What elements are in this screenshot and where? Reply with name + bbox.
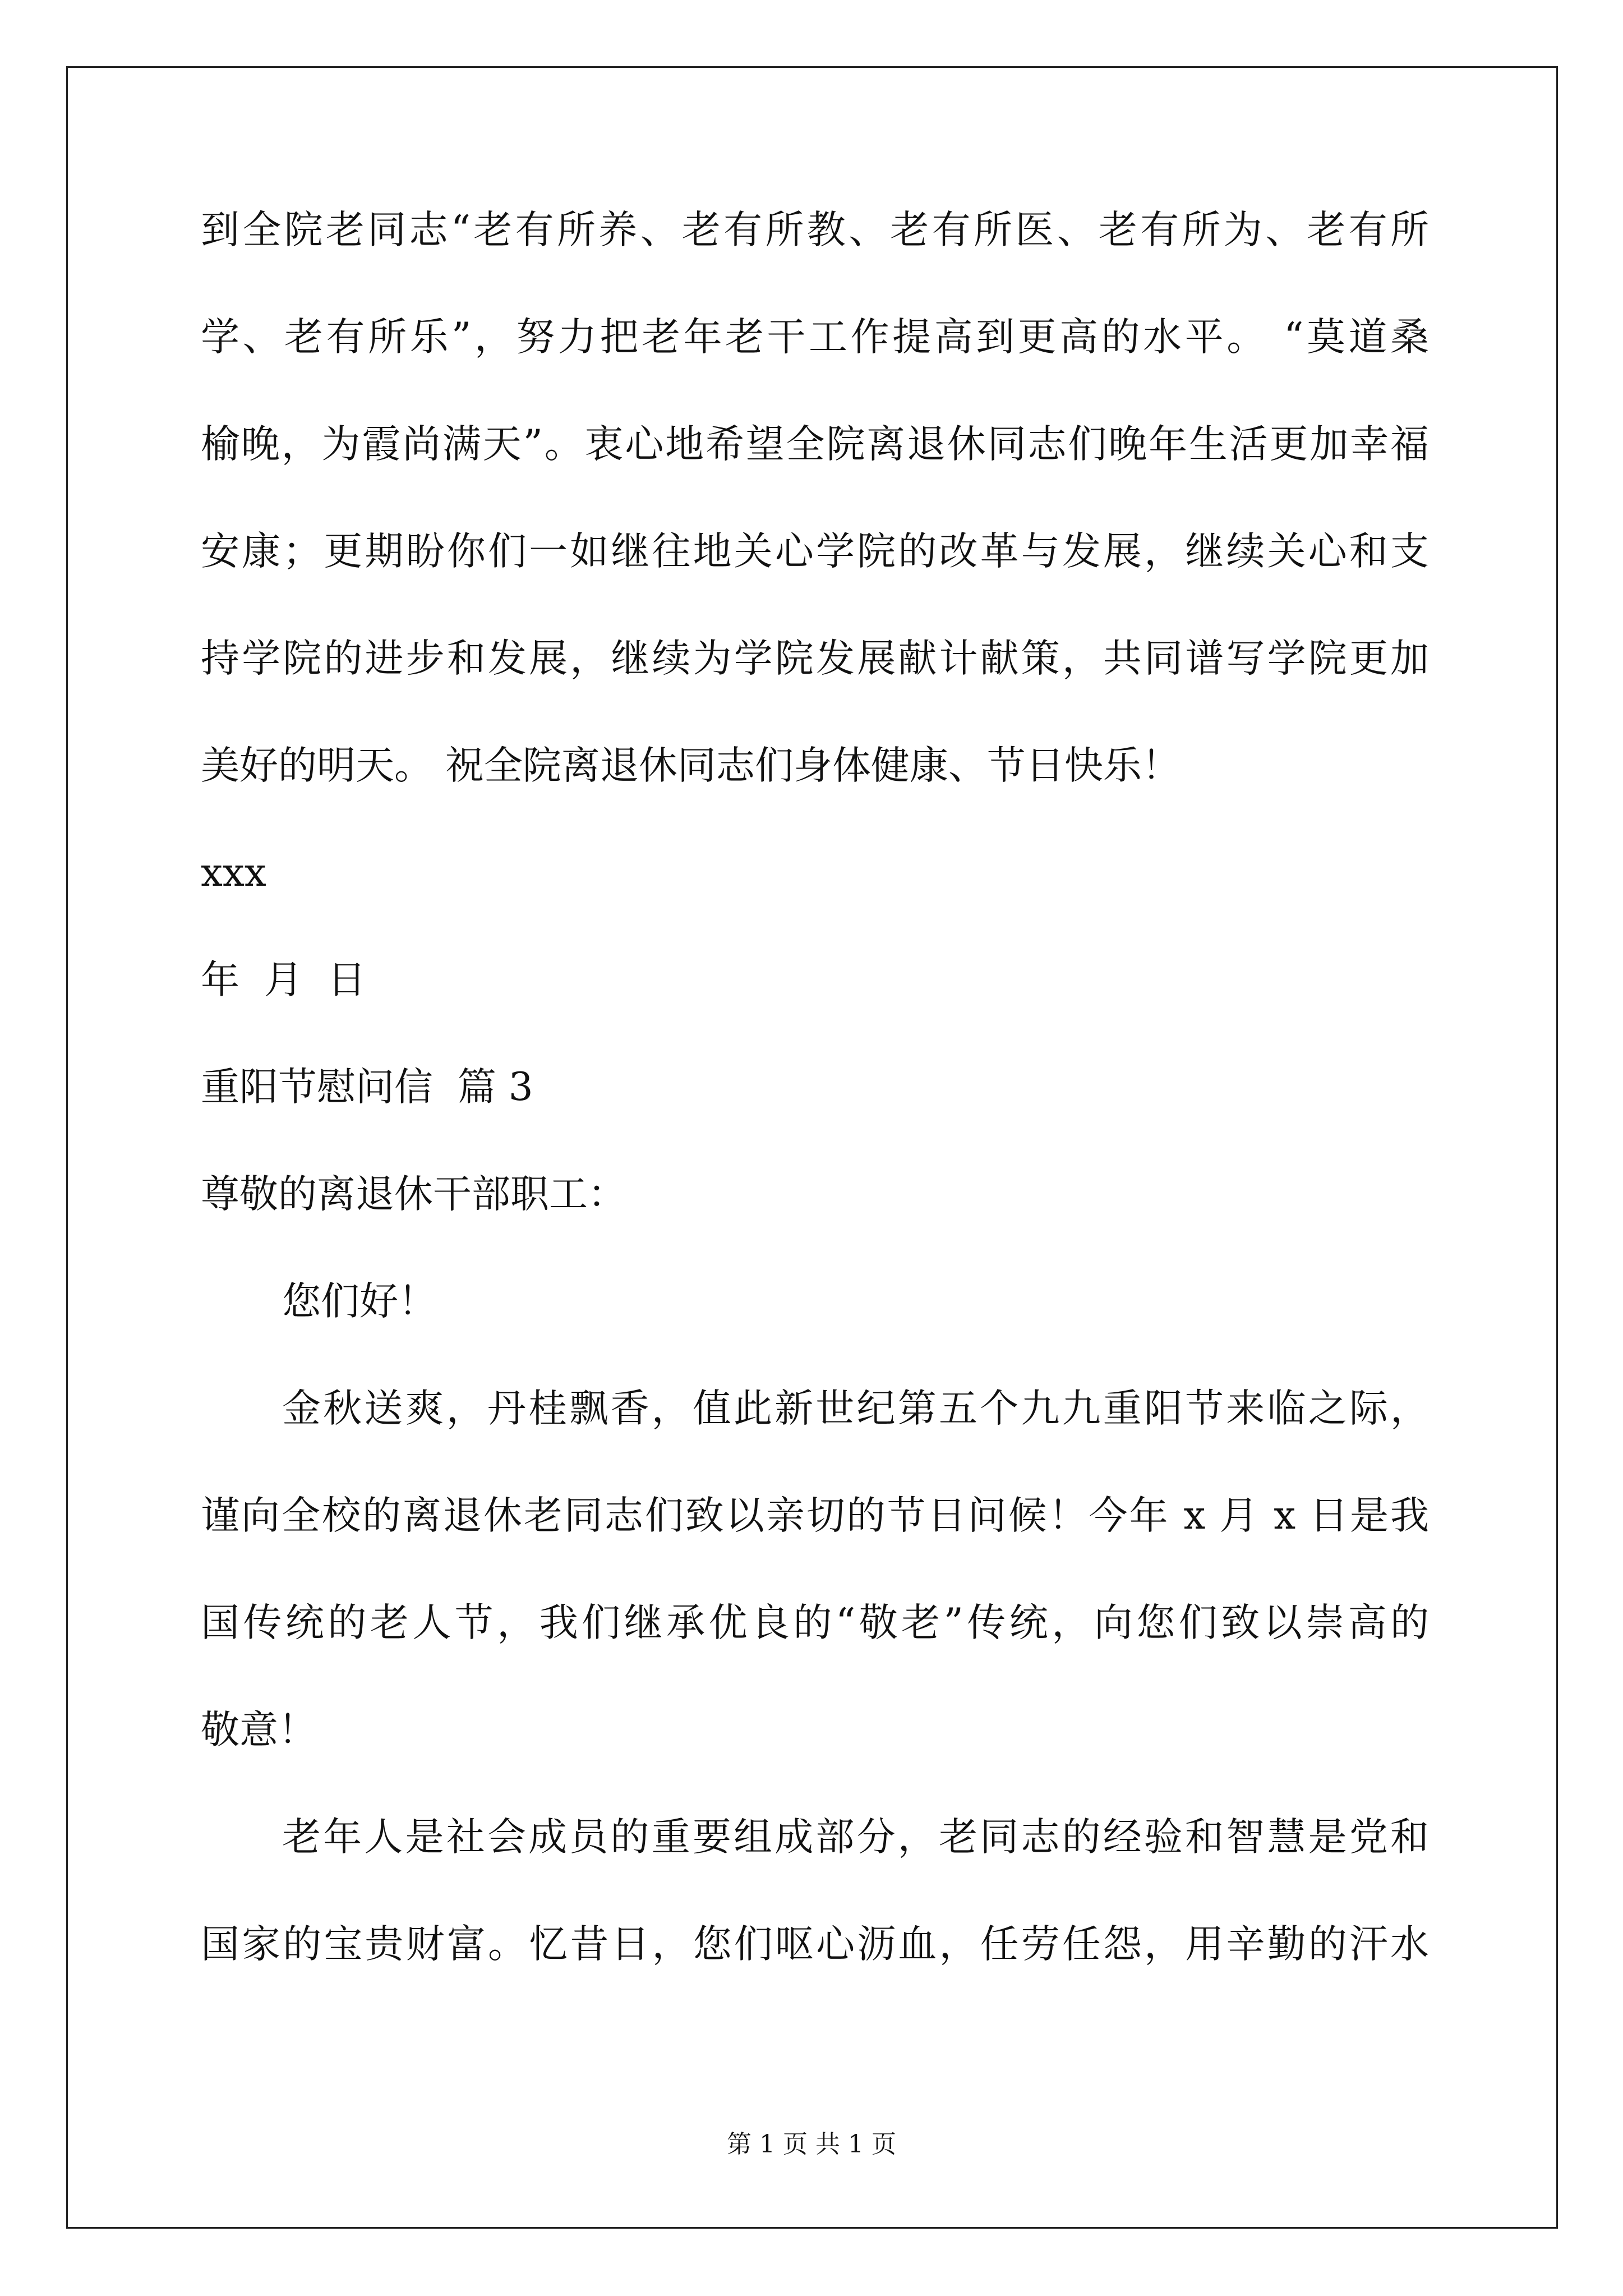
section-title: 重阳节慰问信 篇 3	[201, 1065, 533, 1110]
paragraph-line: 到全院老同志“老有所养、老有所教、老有所医、老有所为、老有所	[201, 208, 1429, 252]
paragraph-line: 国家的宝贵财富。忆昔日，您们呕心沥血，任劳任怨，用辛勤的汗水	[201, 1922, 1429, 1967]
date-line: 年 月 日	[201, 958, 366, 1002]
salutation: 尊敬的离退休干部职工：	[201, 1172, 626, 1217]
paragraph-line: 学、老有所乐”，努力把老年老干工作提高到更高的水平。 “莫道桑	[201, 315, 1429, 360]
paragraph-line: 持学院的进步和发展，继续为学院发展献计献策，共同谱写学院更加	[201, 636, 1429, 681]
greeting: 您们好！	[282, 1279, 437, 1324]
page-footer: 第 1 页 共 1 页	[727, 2130, 896, 2159]
paragraph-line: 敬意！	[201, 1708, 317, 1752]
paragraph-line: 金秋送爽，丹桂飘香，值此新世纪第五个九九重阳节来临之际，	[282, 1386, 1429, 1431]
paragraph-line: 谨向全校的离退休老同志们致以亲切的节日问候！今年 x 月 x 日是我	[201, 1493, 1429, 1538]
paragraph-line: 美好的明天。 祝全院离退休同志们身体健康、节日快乐！	[201, 743, 1181, 788]
paragraph-line: 榆晚，为霞尚满天”。衷心地希望全院离退休同志们晚年生活更加幸福	[201, 422, 1429, 467]
paragraph-line: 安康；更期盼你们一如继往地关心学院的改革与发展，继续关心和支	[201, 529, 1429, 574]
paragraph-line: 老年人是社会成员的重要组成部分，老同志的经验和智慧是党和	[282, 1815, 1429, 1860]
paragraph-line: 国传统的老人节，我们继承优良的“敬老”传统，向您们致以崇高的	[201, 1600, 1429, 1645]
document-body	[201, 208, 1429, 2029]
signature: xxx	[201, 850, 266, 895]
